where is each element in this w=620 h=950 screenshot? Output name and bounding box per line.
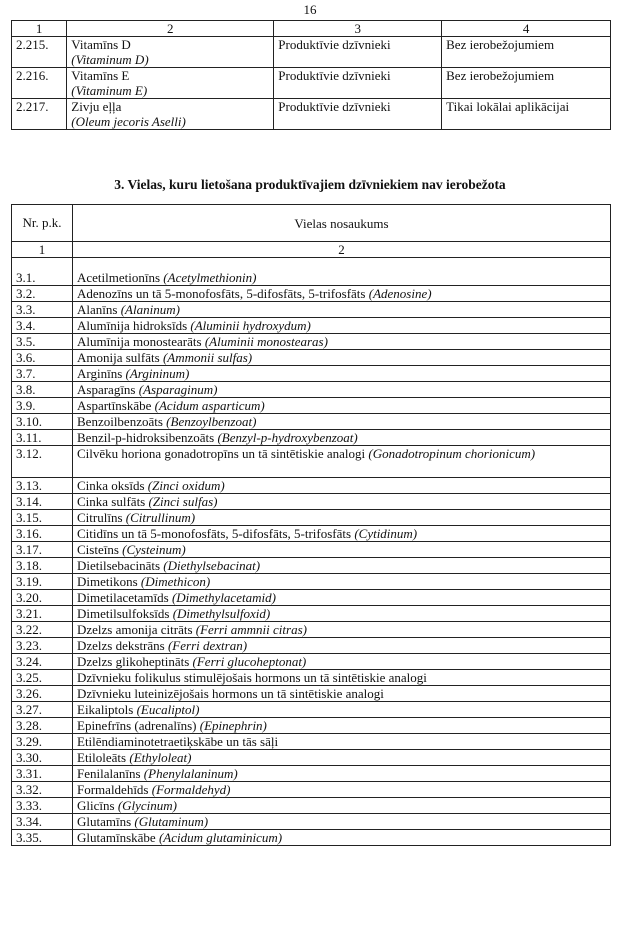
- table-row: [12, 37, 611, 68]
- latin-name: (Adenosine): [368, 286, 432, 301]
- latin-name: (Cysteinum): [122, 542, 186, 557]
- latin-name: (Acetylmethionin): [163, 270, 257, 285]
- row-number-cell: 3.29.: [12, 734, 73, 750]
- substance-name: Dzelzs glikoheptināts: [77, 654, 190, 669]
- table-row: [12, 782, 611, 798]
- row-number-cell: 3.28.: [12, 718, 73, 734]
- table-row: [12, 638, 611, 654]
- substance-cell: [73, 686, 611, 702]
- spacer-cell: [73, 258, 611, 271]
- latin-name: (Zinci sulfas): [148, 494, 218, 509]
- latin-name: (Phenylalaninum): [143, 766, 238, 781]
- latin-name: (Glycinum): [117, 798, 178, 813]
- substance-name: Glutamīnskābe: [77, 830, 156, 845]
- substance-name: Glutamīns: [77, 814, 132, 829]
- table-row: [12, 606, 611, 622]
- row-number-cell: 3.35.: [12, 830, 73, 846]
- row-number-cell: 3.23.: [12, 638, 73, 654]
- table-row: [12, 542, 611, 558]
- substance-cell: [73, 414, 611, 430]
- page-number: 16: [303, 2, 317, 17]
- substance-name: Cinka sulfāts: [77, 494, 146, 509]
- substance-cell: [73, 670, 611, 686]
- latin-name: (Aluminii monostearas): [204, 334, 328, 349]
- substance-cell: [73, 798, 611, 814]
- restriction-cell: Tikai lokālai aplikācijai: [442, 99, 611, 130]
- latin-name: (Cytidinum): [354, 526, 418, 541]
- latin-name: (Gonadotropinum chorionicum): [368, 446, 536, 461]
- substance-cell: [73, 654, 611, 670]
- table-row: [12, 446, 611, 478]
- table-row: [12, 558, 611, 574]
- substance-name: Acetilmetionīns: [77, 270, 161, 285]
- row-number-cell: 3.24.: [12, 654, 73, 670]
- table-row: [12, 510, 611, 526]
- substance-cell: [73, 318, 611, 334]
- substance-cell: [73, 542, 611, 558]
- latin-name: (Oleum jecoris Aselli): [71, 114, 186, 129]
- table-row: [12, 830, 611, 846]
- substance-name: Dzelzs dekstrāns: [77, 638, 165, 653]
- substance-name: Citrulīns: [77, 510, 123, 525]
- row-number-cell: 3.1.: [12, 270, 73, 286]
- table-row: [12, 270, 611, 286]
- substance-cell: [73, 702, 611, 718]
- latin-name: (Benzoylbenzoat): [166, 414, 257, 429]
- row-number-cell: 3.17.: [12, 542, 73, 558]
- row-number-cell: 2.215.: [12, 37, 67, 68]
- latin-name: (Benzyl-p-hydroxybenzoat): [217, 430, 358, 445]
- column-number-cell: 4: [442, 21, 611, 37]
- table-row: [12, 286, 611, 302]
- substance-cell: [73, 510, 611, 526]
- substance-cell: [67, 99, 274, 130]
- table-row: [12, 766, 611, 782]
- latin-name: (Dimethicon): [140, 574, 211, 589]
- substance-name: Dzīvnieku folikulus stimulējošais hormons un tā sintētiskie analogi: [77, 670, 427, 685]
- substance-name: Benzil-p-hidroksibenzoāts: [77, 430, 215, 445]
- substance-cell: [73, 494, 611, 510]
- row-number-cell: 3.33.: [12, 798, 73, 814]
- substance-cell: [73, 302, 611, 318]
- table-row: [12, 702, 611, 718]
- row-number-cell: 3.3.: [12, 302, 73, 318]
- table-header-row: [12, 205, 611, 242]
- table-row: [12, 686, 611, 702]
- latin-name: (Ferri ammnii citras): [195, 622, 307, 637]
- substance-cell: [73, 382, 611, 398]
- substance-cell: [73, 446, 611, 478]
- column-number-row: [12, 21, 611, 37]
- column-number-cell: 2: [67, 21, 274, 37]
- row-number-cell: 3.26.: [12, 686, 73, 702]
- substance-name: Glicīns: [77, 798, 115, 813]
- substance-cell: [73, 270, 611, 286]
- substance-name: Alanīns: [77, 302, 118, 317]
- column-number-row: [12, 242, 611, 258]
- substance-name: Cinka oksīds: [77, 478, 145, 493]
- row-number-cell: 3.22.: [12, 622, 73, 638]
- row-number-cell: 3.25.: [12, 670, 73, 686]
- table-row: [12, 350, 611, 366]
- substance-name: Alumīnija hidroksīds: [77, 318, 188, 333]
- substance-cell: [73, 334, 611, 350]
- table-row: [12, 718, 611, 734]
- substance-name: Zivju eļļa: [71, 99, 122, 114]
- latin-name: (Glutaminum): [134, 814, 209, 829]
- substance-cell: [67, 37, 274, 68]
- substance-name: Dzelzs amonija citrāts: [77, 622, 193, 637]
- row-number-cell: 3.30.: [12, 750, 73, 766]
- latin-name: (Epinephrin): [199, 718, 267, 733]
- animals-cell: Produktīvie dzīvnieki: [274, 68, 442, 99]
- substance-name: Citidīns un tā 5-monofosfāts, 5-difosfāts, 5-trifosfāts: [77, 526, 352, 541]
- header-nr-cell: Nr. p.k.: [12, 205, 73, 242]
- row-number-cell: 3.18.: [12, 558, 73, 574]
- column-number-cell: 1: [12, 242, 73, 258]
- substance-cell: [73, 350, 611, 366]
- substance-cell: [73, 574, 611, 590]
- row-number-cell: 3.5.: [12, 334, 73, 350]
- latin-name: (Argininum): [125, 366, 190, 381]
- latin-name: (Acidum asparticum): [154, 398, 265, 413]
- latin-name: (Asparaginum): [138, 382, 218, 397]
- table-row: [12, 430, 611, 446]
- table-row: [12, 478, 611, 494]
- spacer-row: [12, 258, 611, 271]
- substance-name: Formaldehīds: [77, 782, 149, 797]
- latin-name: (Vitaminum E): [71, 83, 148, 98]
- substance-cell: [73, 526, 611, 542]
- substance-name: Arginīns: [77, 366, 123, 381]
- substance-name: Dietilsebacināts: [77, 558, 161, 573]
- substance-name: Cisteīns: [77, 542, 119, 557]
- substance-cell: [73, 622, 611, 638]
- table-row: [12, 414, 611, 430]
- table-row: [12, 814, 611, 830]
- row-number-cell: 3.32.: [12, 782, 73, 798]
- row-number-cell: 3.8.: [12, 382, 73, 398]
- substance-name: Dimetilacetamīds: [77, 590, 169, 605]
- table-row: [12, 99, 611, 130]
- substance-name: Asparagīns: [77, 382, 136, 397]
- substance-name: Vitamīns D: [71, 37, 131, 52]
- row-number-cell: 3.16.: [12, 526, 73, 542]
- latin-name: (Eucaliptol): [136, 702, 200, 717]
- restriction-cell: Bez ierobežojumiem: [442, 68, 611, 99]
- substance-name: Cilvēku horiona gonadotropīns un tā sintētiskie analogi: [77, 446, 366, 461]
- substance-name: Vitamīns E: [71, 68, 130, 83]
- table-row: [12, 622, 611, 638]
- table-row: [12, 670, 611, 686]
- substances-table: [11, 204, 611, 846]
- row-number-cell: 3.10.: [12, 414, 73, 430]
- row-number-cell: 3.11.: [12, 430, 73, 446]
- row-number-cell: 3.31.: [12, 766, 73, 782]
- column-number-cell: 1: [12, 21, 67, 37]
- substance-name: Dimetikons: [77, 574, 138, 589]
- substance-cell: [73, 398, 611, 414]
- table-row: [12, 318, 611, 334]
- latin-name: (Citrullinum): [125, 510, 196, 525]
- restriction-cell: Bez ierobežojumiem: [442, 37, 611, 68]
- column-number-cell: 2: [73, 242, 611, 258]
- row-number-cell: 3.27.: [12, 702, 73, 718]
- substance-cell: [73, 782, 611, 798]
- latin-name: (Vitaminum D): [71, 52, 149, 67]
- row-number-cell: 3.4.: [12, 318, 73, 334]
- row-number-cell: 3.13.: [12, 478, 73, 494]
- table-row: [12, 654, 611, 670]
- substance-name: Aspartīnskābe: [77, 398, 152, 413]
- animals-cell: Produktīvie dzīvnieki: [274, 99, 442, 130]
- table-row: [12, 798, 611, 814]
- latin-name: (Acidum glutaminicum): [158, 830, 283, 845]
- table-row: [12, 494, 611, 510]
- latin-name: (Zinci oxidum): [147, 478, 225, 493]
- spacer-cell: [12, 258, 73, 271]
- substance-cell: [73, 366, 611, 382]
- substance-cell: [73, 814, 611, 830]
- table-row: [12, 68, 611, 99]
- latin-name: (Ammonii sulfas): [162, 350, 253, 365]
- animals-cell: Produktīvie dzīvnieki: [274, 37, 442, 68]
- row-number-cell: 3.7.: [12, 366, 73, 382]
- substance-cell: [73, 750, 611, 766]
- latin-name: (Ferri glucoheptonat): [192, 654, 307, 669]
- substance-cell: [73, 590, 611, 606]
- table-row: [12, 382, 611, 398]
- table-row: [12, 574, 611, 590]
- substance-name: Eikaliptols: [77, 702, 134, 717]
- latin-name: (Aluminii hydroxydum): [190, 318, 311, 333]
- row-number-cell: 3.14.: [12, 494, 73, 510]
- substance-name: Benzoilbenzoāts: [77, 414, 163, 429]
- substance-name: Fenilalanīns: [77, 766, 141, 781]
- table-row: [12, 302, 611, 318]
- substance-name: Epinefrīns (adrenalīns): [77, 718, 197, 733]
- substance-cell: [73, 638, 611, 654]
- continuation-table: [11, 20, 611, 130]
- row-number-cell: 2.216.: [12, 68, 67, 99]
- row-number-cell: 3.20.: [12, 590, 73, 606]
- column-number-cell: 3: [274, 21, 442, 37]
- latin-name: (Dimethylacetamid): [171, 590, 276, 605]
- table-row: [12, 398, 611, 414]
- latin-name: (Ethyloleat): [129, 750, 192, 765]
- substance-name: Dimetilsulfoksīds: [77, 606, 170, 621]
- row-number-cell: 3.9.: [12, 398, 73, 414]
- substance-cell: [73, 430, 611, 446]
- header-name-cell: Vielas nosaukums: [73, 205, 611, 242]
- row-number-cell: 3.34.: [12, 814, 73, 830]
- table-row: [12, 590, 611, 606]
- latin-name: (Diethylsebacinat): [163, 558, 261, 573]
- substance-cell: [73, 734, 611, 750]
- substance-cell: [67, 68, 274, 99]
- row-number-cell: 3.21.: [12, 606, 73, 622]
- row-number-cell: 2.217.: [12, 99, 67, 130]
- substance-cell: [73, 718, 611, 734]
- substance-name: Etilēndiaminotetraetiķskābe un tās sāļi: [77, 734, 279, 749]
- latin-name: (Formaldehyd): [151, 782, 231, 797]
- row-number-cell: 3.6.: [12, 350, 73, 366]
- substance-name: Dzīvnieku luteinizējošais hormons un tā sintētiskie analogi: [77, 686, 384, 701]
- substance-cell: [73, 286, 611, 302]
- substance-name: Etiloleāts: [77, 750, 127, 765]
- substance-name: Adenozīns un tā 5-monofosfāts, 5-difosfāts, 5-trifosfāts: [77, 286, 366, 301]
- table-row: [12, 734, 611, 750]
- table-row: [12, 750, 611, 766]
- row-number-cell: 3.15.: [12, 510, 73, 526]
- latin-name: (Alaninum): [120, 302, 180, 317]
- row-number-cell: 3.19.: [12, 574, 73, 590]
- latin-name: (Dimethylsulfoxid): [172, 606, 271, 621]
- substance-name: Amonija sulfāts: [77, 350, 160, 365]
- latin-name: (Ferri dextran): [167, 638, 248, 653]
- substance-cell: [73, 478, 611, 494]
- table-row: [12, 334, 611, 350]
- section-heading: 3. Vielas, kuru lietošana produktīvajiem dzīvniekiem nav ierobežota: [114, 177, 506, 192]
- substance-cell: [73, 766, 611, 782]
- substance-cell: [73, 606, 611, 622]
- substance-name: Alumīnija monostearāts: [77, 334, 202, 349]
- table-row: [12, 526, 611, 542]
- substance-cell: [73, 830, 611, 846]
- substance-cell: [73, 558, 611, 574]
- table-row: [12, 366, 611, 382]
- row-number-cell: 3.2.: [12, 286, 73, 302]
- row-number-cell: 3.12.: [12, 446, 73, 478]
